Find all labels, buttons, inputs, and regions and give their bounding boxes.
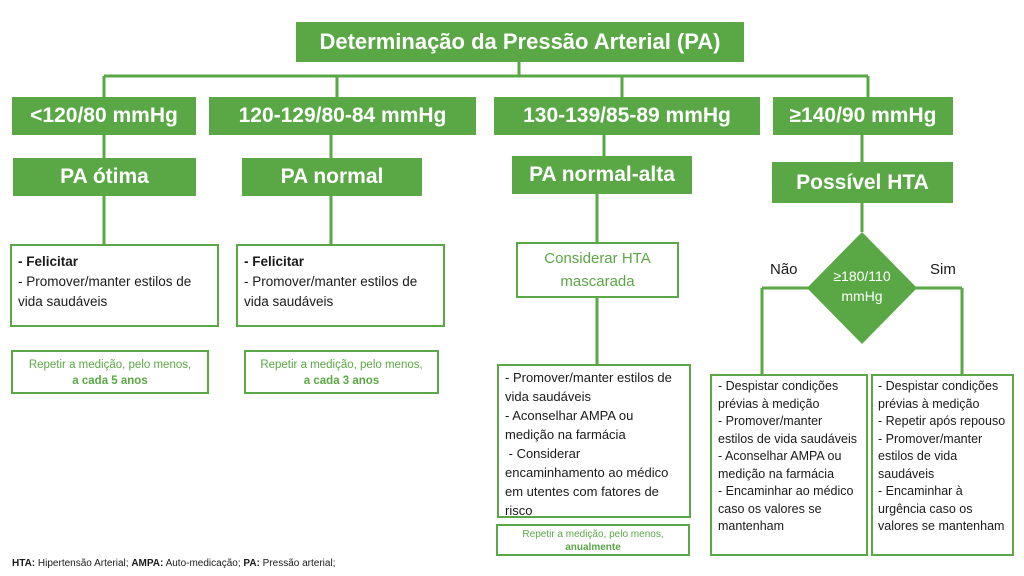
lifestyle-text: - Promover/manter estilos de vida saudáveis: [18, 274, 192, 309]
range-optimal: <120/80 mmHg: [12, 97, 196, 135]
footnote-abbr: HTA:: [12, 558, 36, 569]
repeat-text: Repetir a medição, pelo menos,: [28, 359, 192, 371]
action-item: - Despistar condições prévias à medição: [718, 379, 839, 411]
lifestyle-text: - Promover/manter estilos de vida saudáveis: [244, 274, 418, 309]
masked-hta-text: Considerar HTA mascarada: [544, 250, 651, 290]
action-item: - Aconselhar AMPA ou medição na farmácia: [718, 449, 842, 481]
masked-hta-box: [516, 242, 679, 298]
normal-actions-box: [236, 244, 445, 327]
footnote-abbr: PA:: [243, 558, 260, 569]
label-optimal: PA ótima: [13, 158, 196, 196]
range-possible-hta: ≥140/90 mmHg: [773, 97, 953, 135]
footnote-text: Pressão arterial;: [259, 558, 336, 569]
footnote-text: Auto-medicação;: [163, 558, 244, 569]
footnote-abbr: AMPA:: [131, 558, 164, 569]
footnote-text: Hipertensão Arterial;: [35, 558, 132, 569]
action-item: - Encaminhar à urgência caso os valores se mantenham: [878, 484, 1005, 533]
repeat-interval: a cada 5 anos: [72, 375, 148, 387]
normal-high-repeat-box: [496, 524, 690, 556]
no-label: Não: [770, 261, 798, 278]
optimal-actions-box: [10, 244, 219, 327]
action-item: - Repetir após repouso: [878, 414, 1006, 428]
action-item: - Aconselhar AMPA ou medição na farmácia: [505, 408, 634, 442]
action-item: - Encaminhar ao médico caso os valores se mantenham: [718, 484, 854, 533]
range-normal: 120-129/80-84 mmHg: [209, 97, 476, 135]
action-item: - Despistar condições prévias à medição: [878, 379, 999, 411]
normal-high-actions-box: [497, 364, 691, 518]
action-item: - Considerar encaminhamento ao médico em utentes com fatores de risco: [505, 446, 672, 518]
action-item: - Promover/manter estilos de vida saudáveis: [718, 414, 857, 446]
no-actions-box: [710, 374, 868, 556]
repeat-interval: anualmente: [565, 542, 621, 553]
yes-label: Sim: [930, 261, 956, 278]
normal-repeat-box: [244, 350, 439, 394]
repeat-text: Repetir a medição, pelo menos,: [260, 359, 423, 371]
label-possible-hta: Possível HTA: [772, 162, 953, 203]
label-normal: PA normal: [242, 158, 422, 196]
action-item: - Promover/manter estilos de vida saudáveis: [878, 431, 983, 481]
yes-actions-box: [871, 374, 1014, 556]
decision-text: ≥180/110 mmHg: [833, 268, 891, 304]
repeat-text: Repetir a medição, pelo menos,: [522, 529, 664, 540]
action-item: - Promover/manter estilos de vida saudáveis: [505, 370, 672, 404]
optimal-repeat-box: [11, 350, 209, 394]
footnote: [12, 558, 335, 570]
label-normal-high: PA normal-alta: [512, 156, 692, 194]
congratulate-text: - Felicitar: [18, 254, 79, 269]
repeat-interval: a cada 3 anos: [303, 375, 380, 387]
page-title: Determinação da Pressão Arterial (PA): [296, 22, 744, 62]
congratulate-text: - Felicitar: [244, 254, 305, 269]
range-normal-high: 130-139/85-89 mmHg: [494, 97, 760, 135]
